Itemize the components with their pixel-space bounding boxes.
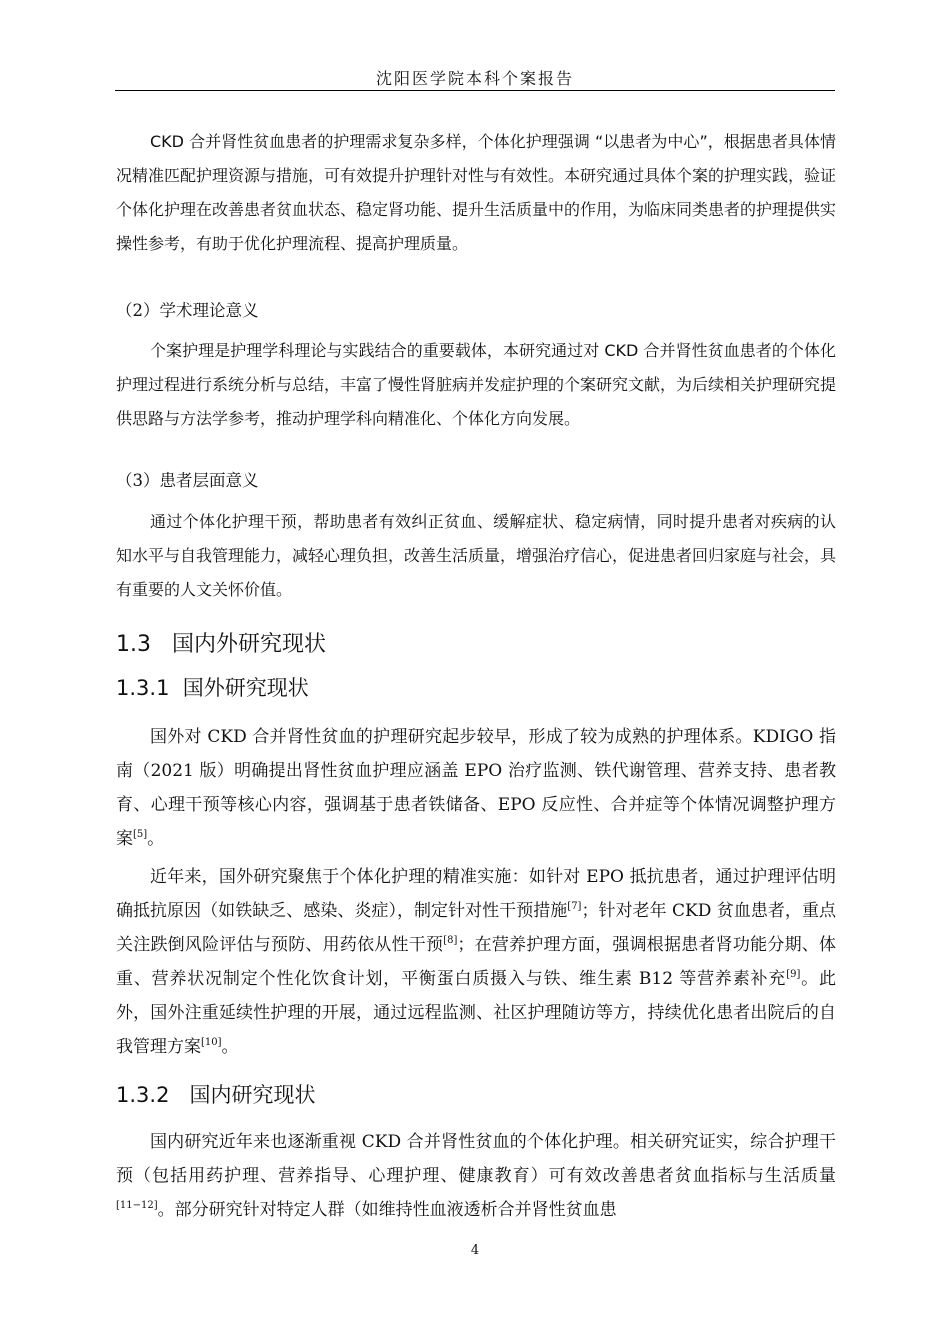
section-heading-1-3-1: 1.3.1 国外研究现状 xyxy=(116,676,309,700)
citation-ref: [10] xyxy=(201,1037,222,1048)
paragraph-text: 。 xyxy=(147,829,165,849)
paragraph-text: ；针对老年 CKD 贫血患者，重点关注跌倒风险评估与预防、用药依从性干预 xyxy=(116,901,836,955)
subheading-academic-significance: （2）学术理论意义 xyxy=(116,301,259,320)
paragraph-text: 。 xyxy=(221,1037,239,1057)
citation-ref: [11−12] xyxy=(116,1200,158,1211)
paragraph-text: ；在营养护理方面，强调根据患者肾功能分期、体重、营养状况制定个性化饮食计划，平衡蛋白质摄入与铁、维生素 B12 等营养素补充 xyxy=(116,935,837,989)
citation-ref: [7] xyxy=(567,901,582,912)
paragraph-foreign-research-2 xyxy=(116,860,836,1064)
section-heading-1-3: 1.3 国内外研究现状 xyxy=(116,632,326,657)
paragraph-text: 近年来，国外研究聚焦于个体化护理的精准实施：如针对 EPO 抵抗患者，通过护理评估明确抵抗原因（如铁缺乏、感染、炎症），制定针对性干预措施 xyxy=(116,867,836,921)
paragraph-text: 国内研究近年来也逐渐重视 CKD 合并肾性贫血的个体化护理。相关研究证实，综合护理干预（包括用药护理、营养指导、心理护理、健康教育）可有效改善患者贫血指标与生活质量 xyxy=(116,1132,836,1186)
paragraph-academic-significance: 个案护理是护理学科理论与实践结合的重要载体，本研究通过对 CKD 合并肾性贫血患者的个体化护理过程进行系统分析与总结，丰富了慢性肾脏病并发症护理的个案研究文献，为后续相关护理研究提供思路与方法学参考，推动护理学科向精准化、个体化方向发展。 xyxy=(116,341,837,428)
page-number: 4 xyxy=(470,1243,480,1258)
paragraph-text: 。此外，国外注重延续性护理的开展，通过远程监测、社区护理随访等方，持续优化患者出院后的自我管理方案 xyxy=(116,969,836,1057)
citation-ref: [5] xyxy=(133,829,148,840)
citation-ref: [9] xyxy=(786,969,801,980)
paragraph-practical-significance: CKD 合并肾性贫血患者的护理需求复杂多样，个体化护理强调 “以患者为中心”，根据患者具体情况精准匹配护理资源与措施，可有效提升护理针对性与有效性。本研究通过具体个案的护理实践，验证个体化护理在改善患者贫血状态、稳定肾功能、提升生活质量中的作用，为临床同类患者的护理提供实操性参考，有助于优化护理流程、提高护理质量。 xyxy=(116,132,837,253)
paragraph-patient-significance: 通过个体化护理干预，帮助患者有效纠正贫血、缓解症状、稳定病情，同时提升患者对疾病的认知水平与自我管理能力，减轻心理负担，改善生活质量，增强治疗信心，促进患者回归家庭与社会，具有重要的人文关怀价值。 xyxy=(116,512,837,599)
section-heading-1-3-2: 1.3.2 国内研究现状 xyxy=(116,1083,316,1107)
citation-ref: [8] xyxy=(443,935,458,946)
paragraph-domestic-research xyxy=(116,1125,836,1227)
paragraph-text: 。部分研究针对特定人群（如维持性血液透析合并肾性贫血患 xyxy=(157,1200,617,1220)
subheading-patient-significance: （3）患者层面意义 xyxy=(116,471,259,490)
page-header: 沈阳医学院本科个案报告 xyxy=(115,66,835,91)
paragraph-text: 国外对 CKD 合并肾性贫血的护理研究起步较早，形成了较为成熟的护理体系。KDIGO 指南（2021 版）明确提出肾性贫血护理应涵盖 EPO 治疗监测、铁代谢管理、营养支持、患者教育、心理干预等核心内容，强调基于患者铁储备、EPO 反应性、合并症等个体情况调整护理方案 xyxy=(116,727,836,849)
paragraph-foreign-research-1 xyxy=(116,720,836,856)
